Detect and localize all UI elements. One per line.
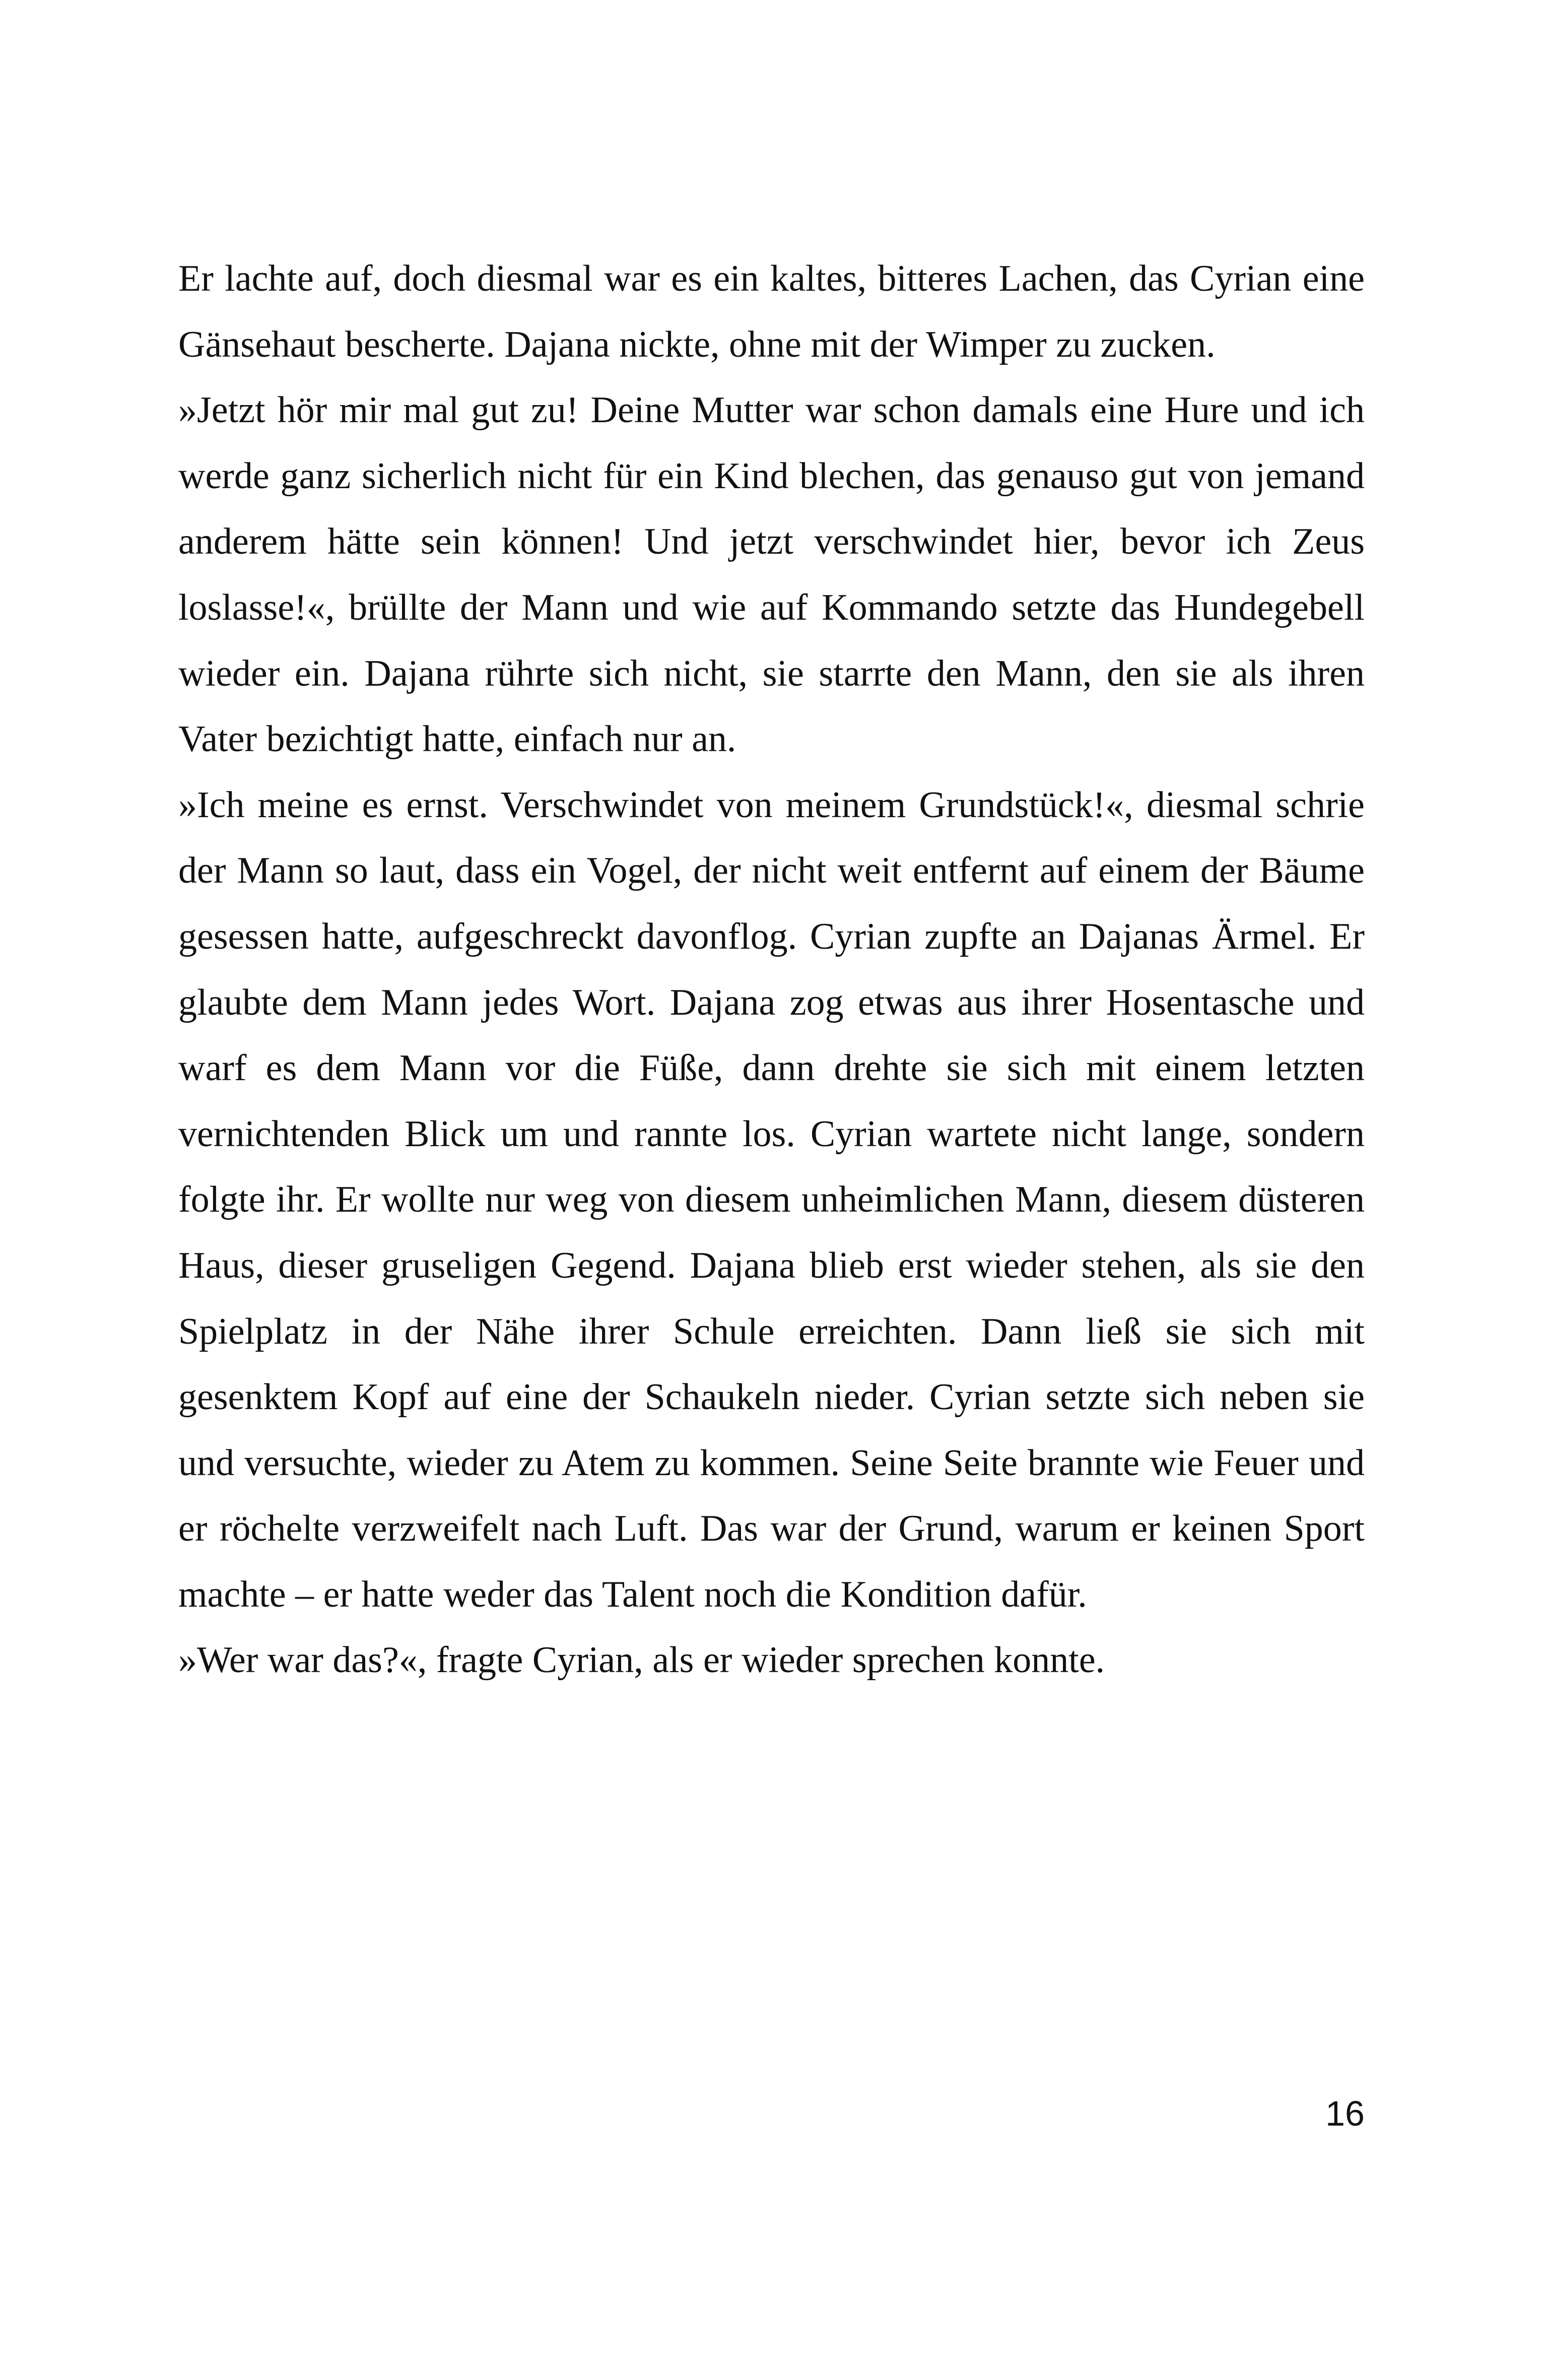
paragraph-2: »Jetzt hör mir mal gut zu! Deine Mutter war schon damals eine Hure und ich werde ganz sicherlich nicht für ein Kind blechen, das genauso gut von jemand anderem hätte sein können! Und jetzt verschwindet hier, bevor ich Zeus loslasse!«, brüllte der Mann und wie auf Kommando setzte das Hundegebell wieder ein. Dajana rührte sich nicht, sie starrte den Mann, den sie als ihren Vater bezichtigt hatte, einfach nur an. (178, 389, 1365, 760)
paragraph-1: Er lachte auf, doch diesmal war es ein kaltes, bitteres Lachen, das Cyrian eine Gänsehaut bescherte. Dajana nickte, ohne mit der Wimper zu zucken. (178, 258, 1365, 365)
paragraph-4: »Wer war das?«, fragte Cyrian, als er wieder sprechen konnte. (178, 1639, 1105, 1681)
body-text (178, 246, 1365, 1693)
paragraph-3: »Ich meine es ernst. Verschwindet von meinem Grundstück!«, diesmal schrie der Mann so laut, dass ein Vogel, der nicht weit entfernt auf einem der Bäume gesessen hatte, aufgeschreckt davonflog. Cyrian zupfte an Dajanas Ärmel. Er glaubte dem Mann jedes Wort. Dajana zog etwas aus ihrer Hosentasche und warf es dem Mann vor die Füße, dann drehte sie sich mit einem letzten vernichtenden Blick um und rannte los. Cyrian wartete nicht lange, sondern folgte ihr. Er wollte nur weg von diesem unheimlichen Mann, diesem düsteren Haus, dieser gruseligen Gegend. Dajana blieb erst wieder stehen, als sie den Spielplatz in der Nähe ihrer Schule erreichten. Dann ließ sie sich mit gesenktem Kopf auf eine der Schaukeln nieder. Cyrian setzte sich neben sie und versuchte, wieder zu Atem zu kommen. Seine Seite brannte wie Feuer und er röchelte verzweifelt nach Luft. Das war der Grund, warum er keinen Sport machte – er hatte weder das Talent noch die Kondition dafür. (178, 784, 1365, 1615)
page-number: 16 (1325, 2094, 1365, 2133)
